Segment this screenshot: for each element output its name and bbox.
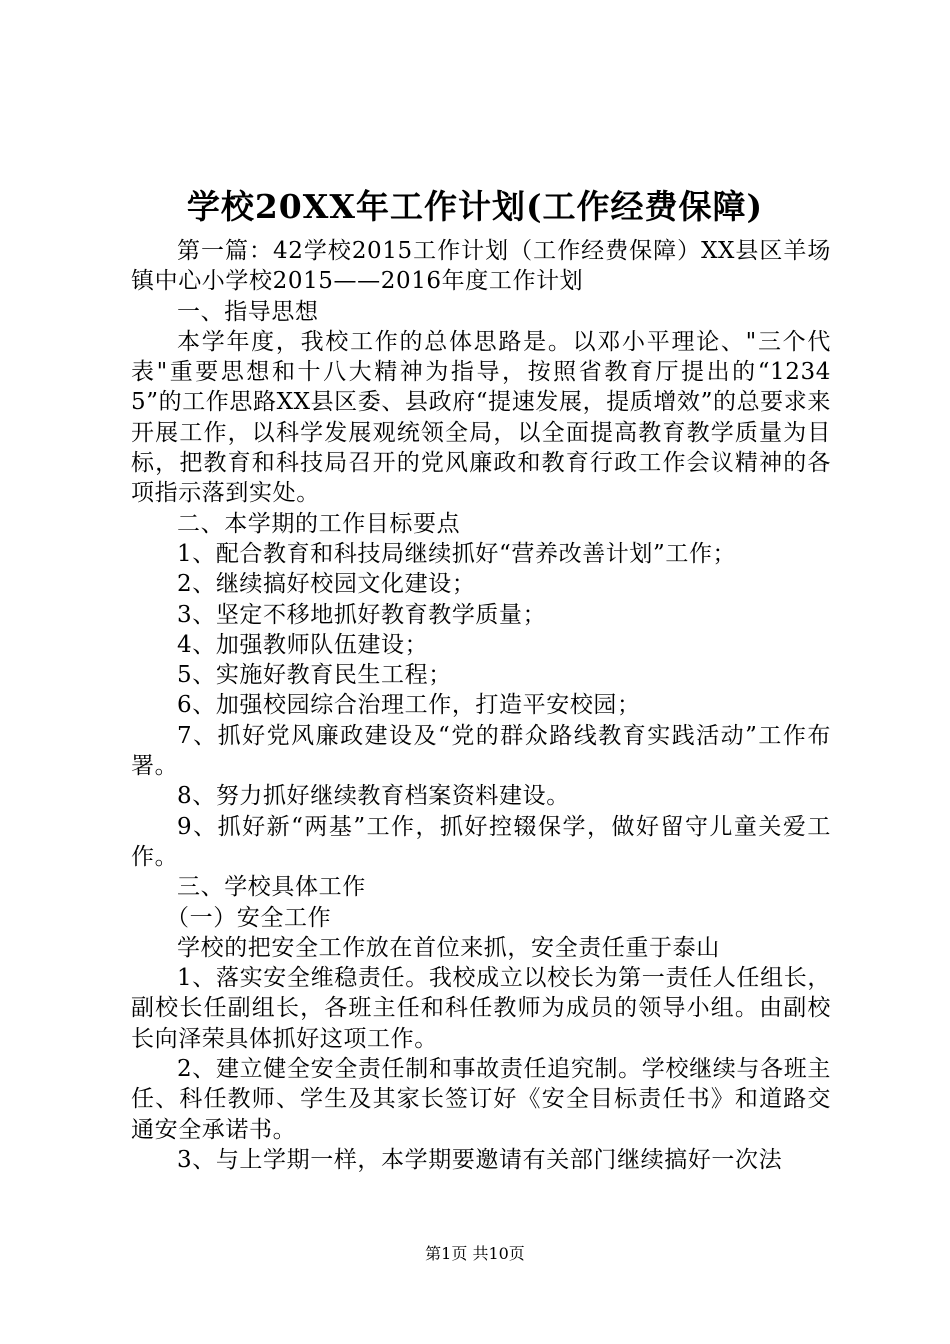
section-heading: 二、本学期的工作目标要点: [177, 510, 461, 537]
subsection-heading: （一）安全工作: [166, 904, 332, 931]
list-item: 7、抓好党风廉政建设及“党的群众路线教育实践活动”工作布署。: [131, 722, 831, 780]
list-item: 1、配合教育和科技局继续抓好“营养改善计划”工作；: [177, 540, 737, 567]
document-title: 学校20XX年工作计划(工作经费保障): [186, 187, 764, 226]
list-item: 9、抓好新“两基”工作，抓好控辍保学，做好留守儿童关爱工作。: [131, 813, 831, 870]
list-item: 4、加强教师队伍建设；: [177, 631, 429, 658]
list-item: 6、加强校园综合治理工作，打造平安校园；: [177, 692, 641, 719]
paragraph: 本学年度，我校工作的总体思路是。以邓小平理论、"三个代表"重要思想和十八大精神为指导，按照省教育厅提出的“12345”的工作思路XX县区委、县政府“提速发展，提质增效”的总要求来开展工作，以科学发展观统领全局，以全面提高教育教学质量为目标，把教育和科技局召开的党风廉政和教育行政工作会议精神的各项指示落到实处。: [131, 328, 831, 507]
page-indicator: 第1页 共10页: [425, 1244, 525, 1263]
document-body: [131, 236, 831, 1175]
list-item: 1、落实安全维稳责任。我校成立以校长为第一责任人任组长，副校长任副组长，各班主任和科任教师为成员的领导小组。由副校长向泽荣具体抓好这项工作。: [131, 965, 831, 1052]
list-item: 2、建立健全安全责任制和事故责任追究制。学校继续与各班主任、科任教师、学生及其家长签订好《安全目标责任书》和道路交通安全承诺书。: [131, 1056, 831, 1143]
paragraph: 学校的把安全工作放在首位来抓，安全责任重于泰山: [177, 934, 720, 961]
section-heading: 三、学校具体工作: [177, 874, 366, 901]
list-item: 3、与上学期一样，本学期要邀请有关部门继续搞好一次法: [177, 1146, 783, 1173]
section-heading: 一、指导思想: [177, 298, 319, 325]
paragraph: 第一篇：42学校2015工作计划（工作经费保障）XX县区羊场镇中心小学校2015——2016年度工作计划: [131, 238, 831, 295]
list-item: 2、继续搞好校园文化建设；: [177, 571, 476, 598]
list-item: 8、努力抓好继续教育档案资料建设。: [177, 783, 570, 810]
list-item: 3、坚定不移地抓好教育教学质量；: [177, 601, 547, 628]
list-item: 5、实施好教育民生工程；: [177, 662, 452, 689]
